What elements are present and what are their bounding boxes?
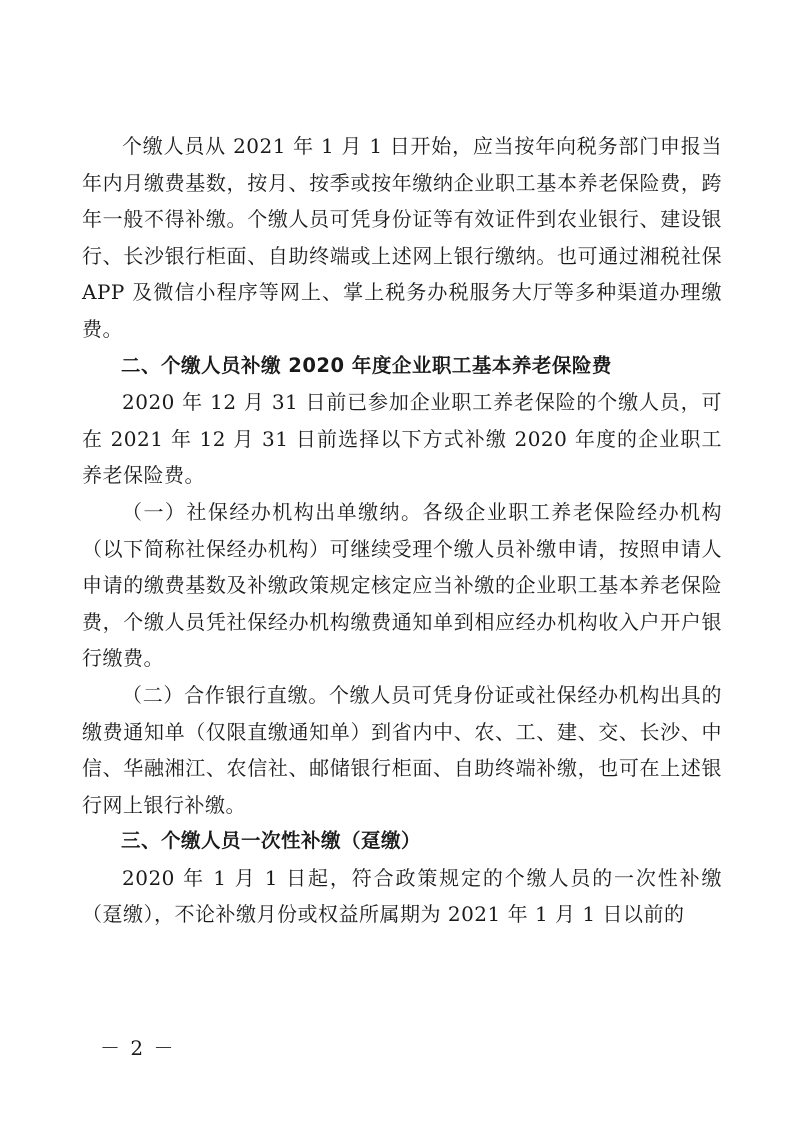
paragraph-lump-sum: 2020 年 1 月 1 日起，符合政策规定的个缴人员的一次性补缴（趸缴），不论补缴月份或权益所属期为 2021 年 1 月 1 日以前的 bbox=[82, 865, 722, 927]
section-heading-2: 二、个缴人员补缴 2020 年度企业职工基本养老保险费 bbox=[121, 353, 612, 377]
document-body bbox=[82, 128, 722, 933]
paragraph-bank-direct: （二）合作银行直缴。个缴人员可凭身份证或社保经办机构出具的缴费通知单（仅限直缴通知单）到省内中、农、工、建、交、长沙、中信、华融湘江、农信社、邮储银行柜面、自助终端补缴，也可在上述银行网上银行补缴。 bbox=[82, 682, 722, 817]
paragraph-payment-method: 个缴人员从 2021 年 1 月 1 日开始，应当按年向税务部门申报当年内月缴费基数，按月、按季或按年缴纳企业职工基本养老保险费，跨年一般不得补缴。个缴人员可凭身份证等有效证件到农业银行、建设银行、长沙银行柜面、自助终端或上述网上银行缴纳。也可通过湘税社保 APP 及微信小程序等网上、掌上税务办税服务大厅等多种渠道办理缴费。 bbox=[82, 134, 722, 341]
section-heading-3: 三、个缴人员一次性补缴（趸缴） bbox=[121, 829, 422, 853]
page-number: － 2 － bbox=[100, 1036, 176, 1060]
paragraph-agency-billing: （一）社保经办机构出单缴纳。各级企业职工养老保险经办机构（以下简称社保经办机构）可继续受理个缴人员补缴申请，按照申请人申请的缴费基数及补缴政策规定核定应当补缴的企业职工基本养老保险费，个缴人员凭社保经办机构缴费通知单到相应经办机构收入户开户银行缴费。 bbox=[82, 499, 722, 671]
paragraph-supplement-eligibility: 2020 年 12 月 31 日前已参加企业职工养老保险的个缴人员，可在 2021 年 12 月 31 日前选择以下方式补缴 2020 年度的企业职工养老保险费。 bbox=[82, 390, 722, 488]
